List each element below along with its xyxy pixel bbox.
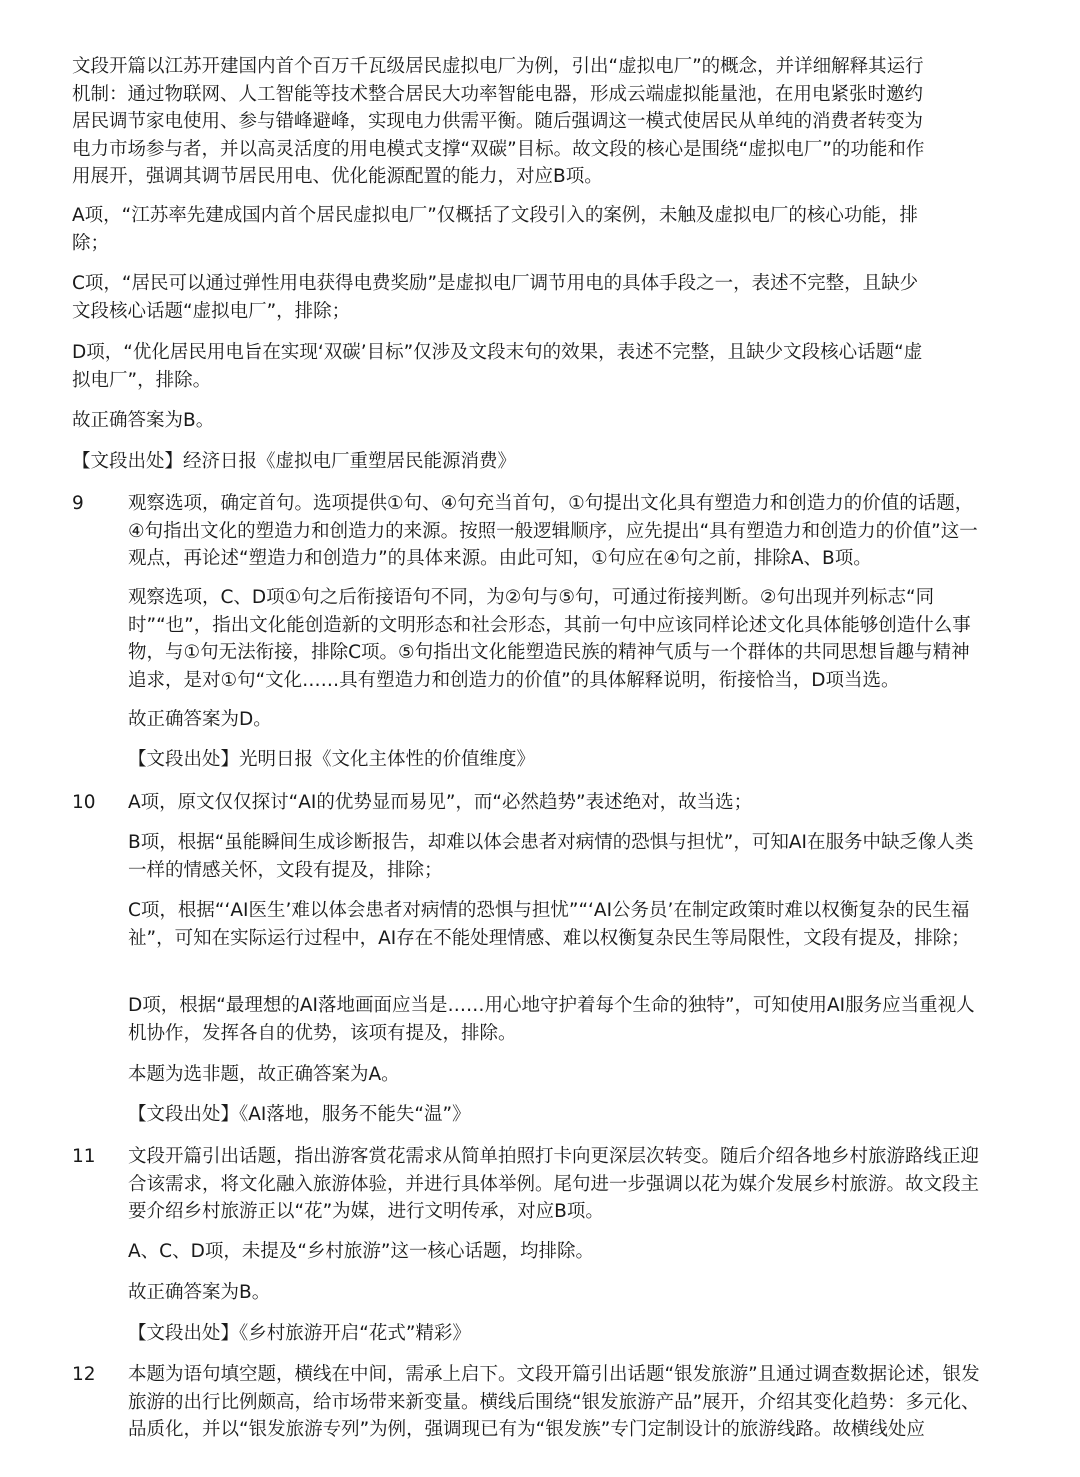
q12-analysis: 本题为语句填空题，横线在中间，需承上启下。文段开篇引出话题“银发旅游”且通过调查数据论述，银发旅游的出行比例颇高，给市场带来新变量。横线后围绕“银发旅游产品”展开，介绍其变化趋势：多元化、品质化，并以“银发旅游专列”为例，强调现已有为“银发族”专门定制设计的旅游线路。故横线处应 [128,1364,980,1440]
q11-options-excluded: A、C、D项，未提及“乡村旅游”这一核心话题，均排除。 [128,1241,594,1262]
q10-option-a: A项，原文仅仅探讨“AI的优势显而易见”，而“必然趋势”表述绝对，故当选； [128,792,753,813]
q9-source: 【文段出处】光明日报《文化主体性的价值维度》 [128,749,536,770]
intro-paragraph-option-c: C项，“居民可以通过弹性用电获得电费奖励”是虚拟电厂调节用电的具体手段之一，表述不完整，且缺少文段核心话题“虚拟电厂”，排除； [72,273,919,322]
q10-source: 【文段出处】《AI落地，服务不能失“温”》 [128,1104,471,1125]
question-number-12: 12 [72,1364,96,1385]
intro-paragraph-analysis: 文段开篇以江苏开建国内首个百万千瓦级居民虚拟电厂为例，引出“虚拟电厂”的概念，并详细解释其运行机制：通过物联网、人工智能等技术整合居民大功率智能电器，形成云端虚拟能量池，在用电紧张时邀约居民调节家电使用、参与错峰避峰，实现电力供需平衡。随后强调这一模式使居民从单纯的消费者转变为电力市场参与者，并以高灵活度的用电模式支撑“双碳”目标。故文段的核心是围绕“虚拟电厂”的功能和作用展开，强调其调节居民用电、优化能源配置的能力，对应B项。 [72,56,925,187]
q10-answer: 本题为选非题，故正确答案为A。 [128,1064,400,1085]
intro-answer: 故正确答案为B。 [72,410,215,431]
q10-option-d: D项，根据“最理想的AI落地画面应当是……用心地守护着每个生命的独特”，可知使用AI服务应当重视人机协作，发挥各自的优势，该项有提及，排除。 [128,995,975,1044]
q9-paragraph-connection: 观察选项，C、D项①句之后衔接语句不同，为②句与⑤句，可通过衔接判断。②句出现并列标志“同时”“也”，指出文化能创造新的文明形态和社会形态，其前一句中应该同样论述文化具体能够创造什么事物，与①句无法衔接，排除C项。⑤句指出文化能塑造民族的精神气质与一个群体的共同思想旨趣与精神追求，是对①句“文化……具有塑造力和创造力的价值”的具体解释说明，衔接恰当，D项当选。 [128,587,971,691]
question-number-10: 10 [72,792,96,813]
intro-paragraph-option-a: A项，“江苏率先建成国内首个居民虚拟电厂”仅概括了文段引入的案例，未触及虚拟电厂的核心功能，排除； [72,205,918,254]
q9-paragraph-first-sentence: 观察选项，确定首句。选项提供①句、④句充当首句，①句提出文化具有塑造力和创造力的价值的话题，④句指出文化的塑造力和创造力的来源。按照一般逻辑顺序，应先提出“具有塑造力和创造力的价值”这一观点，再论述“塑造力和创造力”的具体来源。由此可知，①句应在④句之前，排除A、B项。 [128,493,978,569]
intro-source: 【文段出处】经济日报《虚拟电厂重塑居民能源消费》 [72,451,517,472]
question-number-9: 9 [72,493,84,514]
q11-source: 【文段出处】《乡村旅游开启“花式”精彩》 [128,1323,471,1344]
question-number-11: 11 [72,1146,96,1167]
intro-paragraph-option-d: D项，“优化居民用电旨在实现‘双碳’目标”仅涉及文段末句的效果，表述不完整，且缺少文段核心话题“虚拟电厂”，排除。 [72,342,923,391]
q11-answer: 故正确答案为B。 [128,1282,271,1303]
q10-option-c: C项，根据“‘AI医生’难以体会患者对病情的恐惧与担忧”“‘AI公务员’在制定政策时难以权衡复杂的民生福祉”，可知在实际运行过程中，AI存在不能处理情感、难以权衡复杂民生等局限性，文段有提及，排除； [128,900,970,949]
q9-answer: 故正确答案为D。 [128,709,272,730]
q10-option-b: B项，根据“虽能瞬间生成诊断报告，却难以体会患者对病情的恐惧与担忧”，可知AI在服务中缺乏像人类一样的情感关怀，文段有提及，排除； [128,832,974,881]
q11-analysis: 文段开篇引出话题，指出游客赏花需求从简单拍照打卡向更深层次转变。随后介绍各地乡村旅游路线正迎合该需求，将文化融入旅游体验，并进行具体举例。尾句进一步强调以花为媒介发展乡村旅游。故文段主要介绍乡村旅游正以“花”为媒，进行文明传承，对应B项。 [128,1146,980,1222]
